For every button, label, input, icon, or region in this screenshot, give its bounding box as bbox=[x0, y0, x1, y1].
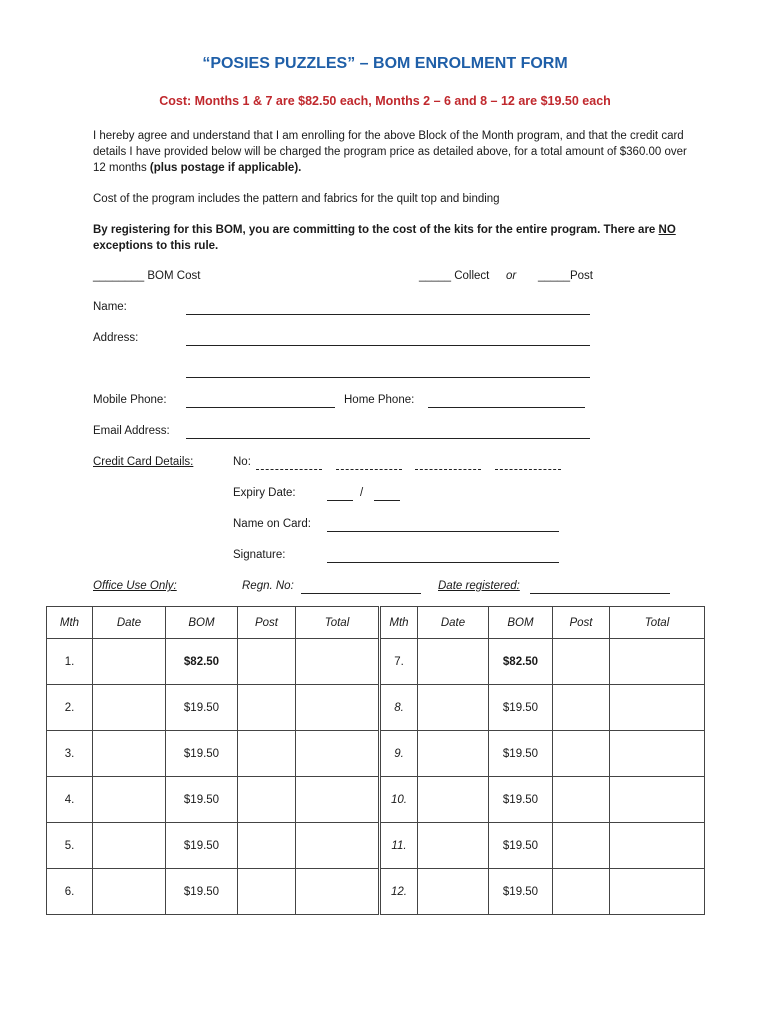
email-address-label: Email Address: bbox=[93, 425, 170, 437]
address-field-line-1[interactable] bbox=[186, 345, 590, 346]
email-address-field[interactable] bbox=[186, 438, 590, 439]
total-cell[interactable] bbox=[610, 685, 705, 731]
total-cell[interactable] bbox=[296, 639, 380, 685]
agreement-paragraph bbox=[93, 128, 693, 176]
col-header-mth-2: Mth bbox=[380, 607, 418, 639]
bom-cell: $19.50 bbox=[489, 823, 553, 869]
table-row bbox=[47, 777, 705, 823]
col-header-post: Post bbox=[238, 607, 296, 639]
col-header-date-2: Date bbox=[418, 607, 489, 639]
month-cell: 3. bbox=[47, 731, 93, 777]
total-cell[interactable] bbox=[296, 731, 380, 777]
expiry-month-field[interactable] bbox=[327, 500, 353, 501]
total-cell[interactable] bbox=[296, 869, 380, 915]
bom-cell: $19.50 bbox=[489, 777, 553, 823]
month-cell: 11. bbox=[380, 823, 418, 869]
col-header-date: Date bbox=[93, 607, 166, 639]
month-cell: 6. bbox=[47, 869, 93, 915]
name-label: Name: bbox=[93, 301, 127, 313]
date-cell[interactable] bbox=[93, 869, 166, 915]
or-label: or bbox=[506, 270, 517, 282]
col-header-mth: Mth bbox=[47, 607, 93, 639]
col-header-post-2: Post bbox=[553, 607, 610, 639]
table-row bbox=[47, 639, 705, 685]
table-row bbox=[47, 731, 705, 777]
post-cell[interactable] bbox=[238, 685, 296, 731]
card-number-group-4[interactable] bbox=[495, 469, 561, 470]
post-cell[interactable] bbox=[553, 685, 610, 731]
bom-cell: $19.50 bbox=[166, 823, 238, 869]
bom-cell: $19.50 bbox=[489, 731, 553, 777]
total-cell[interactable] bbox=[610, 639, 705, 685]
total-cell[interactable] bbox=[610, 777, 705, 823]
card-number-label: No: bbox=[233, 456, 251, 468]
date-cell[interactable] bbox=[418, 639, 489, 685]
bom-cell: $19.50 bbox=[166, 685, 238, 731]
expiry-year-field[interactable] bbox=[374, 500, 400, 501]
mobile-phone-label: Mobile Phone: bbox=[93, 394, 167, 406]
payment-log-table bbox=[46, 606, 705, 915]
includes-paragraph: Cost of the program includes the pattern and fabrics for the quilt top and binding bbox=[93, 193, 500, 205]
commitment-text-1: By registering for this BOM, you are committing to the cost of the kits for the entire program. There are bbox=[93, 224, 656, 236]
month-cell: 2. bbox=[47, 685, 93, 731]
post-cell[interactable] bbox=[553, 777, 610, 823]
post-cell[interactable] bbox=[238, 869, 296, 915]
date-cell[interactable] bbox=[418, 823, 489, 869]
col-header-bom-2: BOM bbox=[489, 607, 553, 639]
date-registered-field[interactable] bbox=[530, 593, 670, 594]
month-cell: 8. bbox=[380, 685, 418, 731]
bom-cost-label: BOM Cost bbox=[147, 270, 201, 282]
date-cell[interactable] bbox=[93, 823, 166, 869]
month-cell: 7. bbox=[380, 639, 418, 685]
form-title: “POSIES PUZZLES” – BOM ENROLMENT FORM bbox=[202, 55, 568, 72]
name-field[interactable] bbox=[186, 314, 590, 315]
post-cell[interactable] bbox=[553, 639, 610, 685]
month-cell: 12. bbox=[380, 869, 418, 915]
regn-no-field[interactable] bbox=[301, 593, 421, 594]
bom-cell: $19.50 bbox=[166, 869, 238, 915]
table-header-row bbox=[47, 607, 705, 639]
commitment-no: NO bbox=[658, 224, 676, 236]
expiry-date-label: Expiry Date: bbox=[233, 487, 296, 499]
post-cell[interactable] bbox=[553, 869, 610, 915]
col-header-bom: BOM bbox=[166, 607, 238, 639]
collect-blank[interactable]: _____ bbox=[419, 270, 451, 282]
month-cell: 4. bbox=[47, 777, 93, 823]
card-number-group-1[interactable] bbox=[256, 469, 322, 470]
agreement-text: I hereby agree and understand that I am enrolling for the above Block of the Month program, and that the credit card details I have provided below will be charged the program price as detailed above, for a total amount of $360.00 over 12 months bbox=[93, 130, 687, 174]
post-cell[interactable] bbox=[238, 639, 296, 685]
date-registered-label: Date registered: bbox=[438, 580, 520, 592]
name-on-card-field[interactable] bbox=[327, 531, 559, 532]
total-cell[interactable] bbox=[610, 731, 705, 777]
bom-cell: $19.50 bbox=[166, 777, 238, 823]
date-cell[interactable] bbox=[418, 777, 489, 823]
month-cell: 9. bbox=[380, 731, 418, 777]
collect-option[interactable] bbox=[419, 270, 489, 282]
address-label: Address: bbox=[93, 332, 139, 344]
month-cell: 10. bbox=[380, 777, 418, 823]
expiry-slash: / bbox=[360, 487, 364, 499]
date-cell[interactable] bbox=[93, 639, 166, 685]
month-cell: 5. bbox=[47, 823, 93, 869]
bom-cell: $19.50 bbox=[489, 869, 553, 915]
date-cell[interactable] bbox=[93, 777, 166, 823]
cost-line: Cost: Months 1 & 7 are $82.50 each, Months 2 – 6 and 8 – 12 are $19.50 each bbox=[159, 94, 611, 108]
col-header-total-2: Total bbox=[610, 607, 705, 639]
table-row bbox=[47, 869, 705, 915]
total-cell[interactable] bbox=[296, 685, 380, 731]
date-cell[interactable] bbox=[93, 685, 166, 731]
bom-cell: $19.50 bbox=[166, 731, 238, 777]
bom-cell: $82.50 bbox=[166, 639, 238, 685]
regn-no-label: Regn. No: bbox=[242, 580, 294, 592]
bom-cell: $82.50 bbox=[489, 639, 553, 685]
post-label: Post bbox=[569, 270, 593, 282]
bom-cost-field[interactable] bbox=[93, 270, 200, 282]
post-cell[interactable] bbox=[553, 823, 610, 869]
post-cell[interactable] bbox=[238, 823, 296, 869]
post-cell[interactable] bbox=[238, 777, 296, 823]
total-cell[interactable] bbox=[610, 823, 705, 869]
date-cell[interactable] bbox=[418, 731, 489, 777]
post-option[interactable] bbox=[538, 270, 593, 282]
total-cell[interactable] bbox=[610, 869, 705, 915]
bom-cost-blank[interactable]: ________ bbox=[93, 270, 145, 282]
date-cell[interactable] bbox=[418, 685, 489, 731]
signature-field[interactable] bbox=[327, 562, 559, 563]
date-cell[interactable] bbox=[93, 731, 166, 777]
post-cell[interactable] bbox=[238, 731, 296, 777]
office-use-label: Office Use Only: bbox=[93, 580, 177, 592]
address-field-line-2[interactable] bbox=[186, 377, 590, 378]
post-blank[interactable]: _____ bbox=[538, 270, 570, 282]
card-number-group-3[interactable] bbox=[415, 469, 481, 470]
total-cell[interactable] bbox=[296, 777, 380, 823]
commitment-paragraph bbox=[93, 222, 693, 254]
commitment-text-2: exceptions to this rule. bbox=[93, 240, 219, 252]
month-cell: 1. bbox=[47, 639, 93, 685]
signature-label: Signature: bbox=[233, 549, 286, 561]
collect-label: Collect bbox=[454, 270, 490, 282]
home-phone-field[interactable] bbox=[428, 407, 585, 408]
table-row bbox=[47, 685, 705, 731]
credit-card-details-label: Credit Card Details: bbox=[93, 456, 194, 468]
total-cell[interactable] bbox=[296, 823, 380, 869]
date-cell[interactable] bbox=[418, 869, 489, 915]
mobile-phone-field[interactable] bbox=[186, 407, 335, 408]
table-row bbox=[47, 823, 705, 869]
home-phone-label: Home Phone: bbox=[344, 394, 415, 406]
card-number-group-2[interactable] bbox=[336, 469, 402, 470]
agreement-postage-note: (plus postage if applicable). bbox=[149, 162, 302, 174]
post-cell[interactable] bbox=[553, 731, 610, 777]
bom-cell: $19.50 bbox=[489, 685, 553, 731]
name-on-card-label: Name on Card: bbox=[233, 518, 311, 530]
col-header-total: Total bbox=[296, 607, 380, 639]
